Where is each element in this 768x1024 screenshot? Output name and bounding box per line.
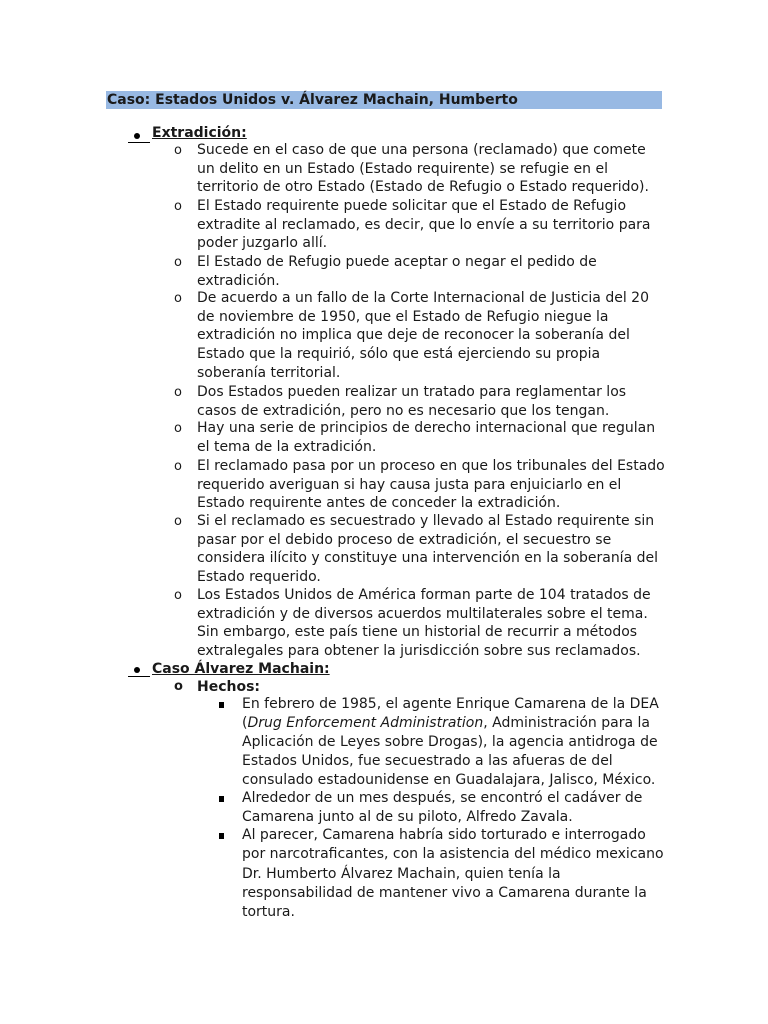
- sub-bullet-marker: o: [174, 385, 182, 400]
- list-item-line: extradición y de diversos acuerdos multilaterales sobre el tema.: [197, 605, 648, 622]
- list-item-line: Estado requerido.: [197, 569, 321, 586]
- list-item-line: El Estado requirente puede solicitar que el Estado de Refugio: [197, 198, 627, 214]
- list-item-line: considera ilícito y constituye una intervención en la soberanía del: [197, 550, 658, 567]
- square-bullet-icon: [219, 702, 224, 708]
- sub-bullet-marker: o: [174, 588, 182, 603]
- list-item-line: Si el reclamado es secuestrado y llevado al Estado requirente sin: [197, 513, 655, 529]
- bullet-underline: [128, 676, 150, 677]
- list-item-line: soberanía territorial.: [197, 364, 341, 381]
- sub-bullet-marker: o: [174, 291, 182, 306]
- sub-bullet-marker: o: [174, 199, 182, 214]
- list-item-line: territorio de otro Estado (Estado de Refugio o Estado requerido).: [197, 179, 649, 196]
- list-item-line: Los Estados Unidos de América forman parte de 104 tratados de: [197, 587, 651, 603]
- list-item-line: requerido averiguan si hay causa justa para enjuiciarlo en el: [197, 476, 622, 493]
- list-item-line: Sin embargo, este país tiene un historial de recurrir a métodos: [197, 624, 638, 641]
- list-item-line: El Estado de Refugio puede aceptar o negar el pedido de: [197, 254, 597, 270]
- list-item-line: Hay una serie de principios de derecho internacional que regulan: [197, 420, 656, 436]
- sub-bullet-marker: o: [174, 514, 182, 529]
- dea-full-name: Drug Enforcement Administration: [247, 715, 484, 731]
- list-item-line: casos de extradición, pero no es necesario que los tengan.: [197, 402, 610, 419]
- list-item-line: un delito en un Estado (Estado requirente) se refugie en el: [197, 160, 608, 177]
- fact-line: Dr. Humberto Álvarez Machain, quien tenía la: [242, 865, 561, 882]
- hechos-heading: Hechos:: [197, 679, 261, 695]
- list-item-line: De acuerdo a un fallo de la Corte Internacional de Justicia del 20: [197, 290, 649, 306]
- list-item-line: extradite al reclamado, es decir, que lo envíe a su territorio para: [197, 216, 651, 233]
- list-item-line: Sucede en el caso de que una persona (reclamado) que comete: [197, 142, 646, 158]
- sub-bullet-marker: o: [174, 679, 183, 694]
- fact-line: por narcotraficantes, con la asistencia del médico mexicano: [242, 846, 664, 863]
- square-bullet-icon: [219, 833, 224, 839]
- fact-line: Camarena junto al de su piloto, Alfredo Zavala.: [242, 809, 573, 826]
- document-title: Caso: Estados Unidos v. Álvarez Machain, Humberto: [107, 92, 518, 108]
- fact-line: Aplicación de Leyes sobre Drogas), la agencia antidroga de: [242, 734, 658, 750]
- list-item-line: extralegales para obtener la jurisdicción sobre sus reclamados.: [197, 643, 641, 660]
- fact-line: (Drug Enforcement Administration, Administración para la: [242, 715, 650, 731]
- list-item-line: El reclamado pasa por un proceso en que los tribunales del Estado: [197, 458, 665, 474]
- list-item-line: el tema de la extradición.: [197, 438, 377, 455]
- sub-bullet-marker: o: [174, 421, 182, 436]
- list-item-line: Estado que la requirió, sólo que está ejerciendo su propia: [197, 346, 601, 363]
- list-item-line: extradición no implica que deje de reconocer la soberanía del: [197, 327, 630, 344]
- sub-bullet-marker: o: [174, 459, 182, 474]
- list-item-line: Dos Estados pueden realizar un tratado para reglamentar los: [197, 384, 627, 400]
- bullet-icon: [132, 667, 142, 673]
- bullet-icon: [132, 133, 142, 139]
- fact-line: Al parecer, Camarena habría sido torturado e interrogado: [242, 827, 646, 843]
- bullet-underline: [128, 142, 150, 143]
- sub-bullet-marker: o: [174, 143, 182, 158]
- fact-line: En febrero de 1985, el agente Enrique Camarena de la DEA: [242, 696, 659, 712]
- sub-bullet-marker: o: [174, 255, 182, 270]
- list-item-line: extradición.: [197, 272, 280, 289]
- fact-line: responsabilidad de mantener vivo a Camarena durante la: [242, 884, 647, 901]
- fact-line: tortura.: [242, 904, 295, 921]
- fact-line: consulado estadounidense en Guadalajara, Jalisco, México.: [242, 772, 656, 788]
- list-item-line: de noviembre de 1950, que el Estado de Refugio niegue la: [197, 308, 609, 325]
- square-bullet-icon: [219, 796, 224, 802]
- list-item-line: poder juzgarlo allí.: [197, 235, 328, 252]
- fact-line: Alrededor de un mes después, se encontró el cadáver de: [242, 790, 643, 806]
- list-item-line: Estado requirente antes de conceder la extradición.: [197, 495, 561, 512]
- section-heading-caso: Caso Álvarez Machain:: [152, 661, 330, 677]
- list-item-line: pasar por el debido proceso de extradición, el secuestro se: [197, 531, 612, 548]
- section-heading-extradicion: Extradición:: [152, 125, 247, 141]
- fact-line: Estados Unidos, fue secuestrado a las afueras de del: [242, 753, 613, 769]
